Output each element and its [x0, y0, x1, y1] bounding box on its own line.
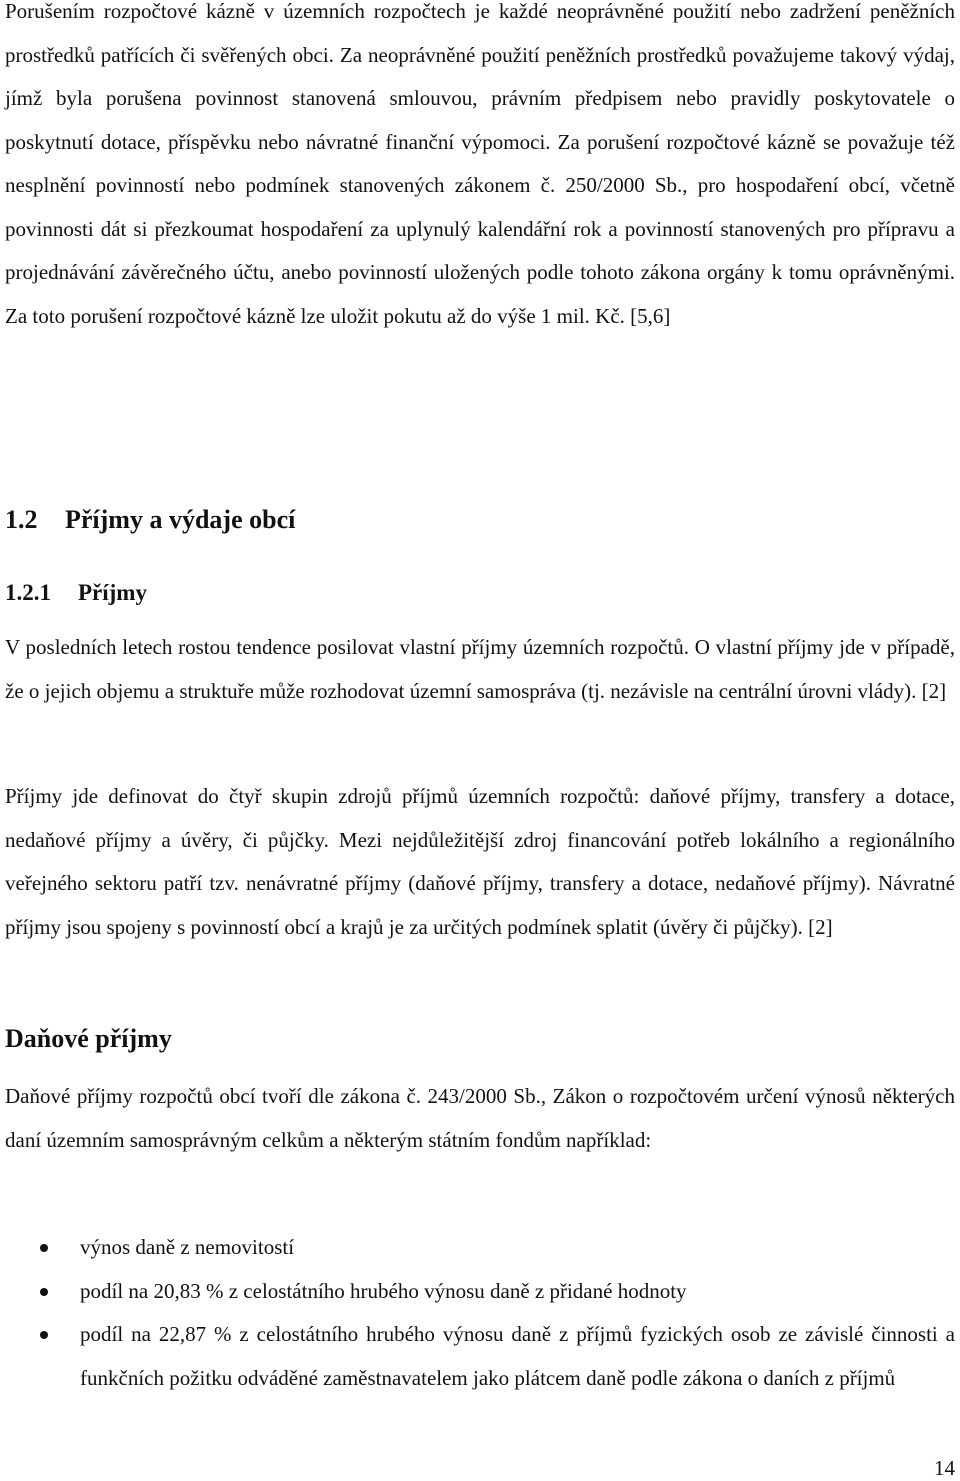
- section-heading: [5, 505, 295, 535]
- tax-revenue-list: [5, 1226, 955, 1400]
- tax-revenues-heading: Daňové příjmy: [5, 1024, 172, 1053]
- bullet-icon: [40, 1288, 48, 1296]
- section-title: Příjmy a výdaje obcí: [65, 505, 296, 534]
- paragraph-own-revenues: V posledních letech rostou tendence posilovat vlastní příjmy územních rozpočtů. O vlastní příjmy jde v případě, že o jejich objemu a struktuře může rozhodovat územní samospráva (tj. nezávisle na centrální úrovni vlády). [2]: [5, 635, 955, 703]
- list-item: [5, 1270, 955, 1314]
- paragraph-revenue-groups: Příjmy jde definovat do čtyř skupin zdrojů příjmů územních rozpočtů: daňové příjmy, transfery a dotace, nedaňové příjmy a úvěry, či půjčky. Mezi nejdůležitější zdroj financování potřeb lokálního a regionálního veřejného sektoru patří tzv. nenávratné příjmy (daňové příjmy, transfery a dotace, nedaňové příjmy). Návratné příjmy jsou spojeny s povinností obcí a krajů je za určitých podmínek splatit (úvěry či půjčky). [2]: [5, 784, 955, 939]
- list-item-text: podíl na 22,87 % z celostátního hrubého výnosu daně z příjmů fyzických osob ze závislé činnosti a funkčních požitku odváděné zaměstnavatelem jako plátcem daně podle zákona o daních z příjmů: [80, 1322, 955, 1390]
- paragraph-tax-revenues: Daňové příjmy rozpočtů obcí tvoří dle zákona č. 243/2000 Sb., Zákon o rozpočtovém určení výnosů některých daní územním samosprávným celkům a některým státním fondům například:: [5, 1084, 955, 1152]
- page-number: 14: [934, 1456, 955, 1480]
- subsection-title: Příjmy: [78, 580, 147, 605]
- list-item: [5, 1313, 955, 1400]
- bullet-icon: [40, 1244, 48, 1252]
- paragraph-budget-discipline: Porušením rozpočtové kázně v územních rozpočtech je každé neoprávněné použití nebo zadržení peněžních prostředků patřících či svěřených obci. Za neoprávněné použití peněžních prostředků považujeme takový výdaj, jímž byla porušena povinnost stanovená smlouvou, právním předpisem nebo pravidly poskytovatele o poskytnutí dotace, příspěvku nebo návratné finanční výpomoci. Za porušení rozpočtové kázně se považuje též nesplnění povinností nebo podmínek stanovených zákonem č. 250/2000 Sb., pro hospodaření obcí, včetně povinnosti dát si přezkoumat hospodaření za uplynulý kalendářní rok a povinností stanovených pro přípravu a projednávání závěrečného účtu, anebo povinností uložených podle tohoto zákona orgány k tomu oprávněnými. Za toto porušení rozpočtové kázně lze uložit pokutu až do výše 1 mil. Kč. [5,6]: [5, 0, 955, 328]
- subsection-heading: [5, 580, 147, 606]
- section-number: 1.2: [5, 505, 38, 534]
- subsection-number: 1.2.1: [5, 580, 51, 605]
- bullet-icon: [40, 1331, 48, 1339]
- list-item-text: výnos daně z nemovitostí: [80, 1235, 295, 1259]
- list-item-text: podíl na 20,83 % z celostátního hrubého výnosu daně z přidané hodnoty: [80, 1278, 687, 1303]
- list-item: [5, 1226, 955, 1270]
